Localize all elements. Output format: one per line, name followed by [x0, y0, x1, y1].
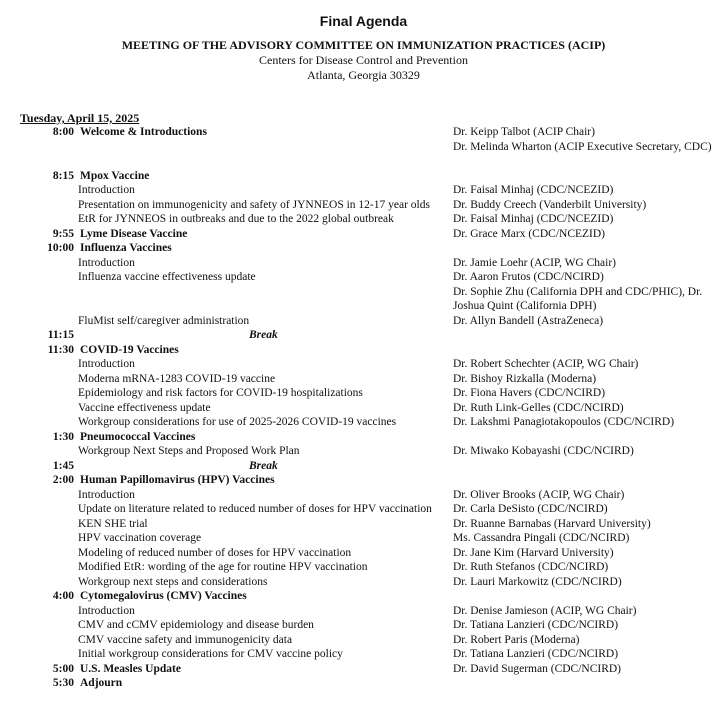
agenda-row [0, 618, 727, 633]
agenda-item: Modeling of reduced number of doses for HPV vaccination [78, 546, 352, 559]
speaker-name: Dr. Jamie Loehr (ACIP, WG Chair) [453, 256, 616, 269]
agenda-row [0, 285, 727, 300]
agenda-time: 5:00 [52, 662, 74, 675]
agenda-row [0, 662, 727, 677]
agenda-time: 2:00 [52, 474, 74, 486]
speaker-name: Dr. Fiona Havers (CDC/NCIRD) [453, 387, 606, 399]
agenda-row [0, 473, 727, 488]
agenda-row [0, 546, 727, 561]
agenda-item: Introduction [78, 358, 135, 370]
speaker-name: Dr. Oliver Brooks (ACIP, WG Chair) [453, 488, 625, 501]
session-title: Pneumococcal Vaccines [80, 430, 196, 443]
agenda-row [0, 212, 727, 227]
agenda-row [0, 647, 727, 662]
speaker-name: Dr. Bishoy Rizkalla (Moderna) [453, 372, 597, 385]
speaker-name: Joshua Quint (California DPH) [453, 300, 597, 312]
session-title: Cytomegalovirus (CMV) Vaccines [80, 590, 247, 602]
session-title: Mpox Vaccine [80, 169, 150, 182]
speaker-name: Dr. David Sugerman (CDC/NCIRD) [453, 662, 622, 675]
speaker-name: Dr. Keipp Talbot (ACIP Chair) [453, 126, 595, 138]
speaker-name: Dr. Robert Paris (Moderna) [453, 633, 580, 646]
agenda-row [0, 372, 727, 387]
speaker-name: Dr. Allyn Bandell (AstraZeneca) [453, 314, 604, 327]
agenda-row [0, 256, 727, 271]
agenda-item: Epidemiology and risk factors for COVID-19 hospitalizations [78, 387, 363, 399]
agenda-item: Introduction [78, 256, 135, 269]
speaker-name: Dr. Lakshmi Panagiotakopoulos (CDC/NCIRD) [453, 416, 675, 428]
agenda-row [0, 488, 727, 503]
break-label: Break [249, 329, 278, 341]
agenda-item: Initial workgroup considerations for CMV vaccine policy [78, 648, 343, 660]
session-title: Adjourn [80, 677, 123, 689]
speaker-name: Dr. Robert Schechter (ACIP, WG Chair) [453, 358, 639, 370]
agenda-item: Workgroup next steps and considerations [78, 575, 268, 588]
agenda-row [0, 125, 727, 140]
speaker-name: Dr. Lauri Markowitz (CDC/NCIRD) [453, 575, 622, 588]
speaker-name: Dr. Faisal Minhaj (CDC/NCEZID) [453, 184, 614, 196]
agenda-item: Vaccine effectiveness update [78, 401, 211, 414]
session-title: Lyme Disease Vaccine [80, 227, 188, 240]
agenda-time: 11:30 [47, 343, 74, 356]
agenda-row [0, 575, 727, 590]
speaker-name: Dr. Ruth Stefanos (CDC/NCIRD) [453, 561, 609, 573]
speaker-name: Dr. Denise Jamieson (ACIP, WG Chair) [453, 604, 637, 617]
session-title: Human Papillomavirus (HPV) Vaccines [80, 474, 275, 486]
agenda-row [0, 430, 727, 445]
agenda-item: Workgroup considerations for use of 2025-2026 COVID-19 vaccines [78, 416, 397, 428]
agenda-row [0, 227, 727, 242]
agenda-row [0, 502, 727, 517]
agenda-time: 11:15 [47, 329, 74, 341]
agenda-row [0, 299, 727, 314]
agenda-item: CMV and cCMV epidemiology and disease burden [78, 619, 314, 631]
break-label: Break [249, 459, 278, 472]
agenda-row [0, 314, 727, 329]
agenda-row [0, 357, 727, 372]
agenda-item: Influenza vaccine effectiveness update [78, 271, 256, 283]
agenda-row [0, 676, 727, 691]
agenda-row [0, 560, 727, 575]
session-title: Influenza Vaccines [80, 242, 172, 254]
agenda-time: 4:00 [52, 590, 74, 602]
agenda-time: 1:30 [52, 430, 74, 443]
agenda-item: FluMist self/caregiver administration [78, 314, 250, 327]
agenda-item: Introduction [78, 604, 135, 617]
agenda-item: Presentation on immunogenicity and safety of JYNNEOS in 12-17 year olds [78, 198, 430, 211]
speaker-name: Dr. Tatiana Lanzieri (CDC/NCIRD) [453, 619, 619, 631]
speaker-name: Dr. Faisal Minhaj (CDC/NCEZID) [453, 213, 614, 225]
speaker-name: Dr. Grace Marx (CDC/NCEZID) [453, 227, 606, 240]
agenda-row [0, 517, 727, 532]
agenda-item: Moderna mRNA-1283 COVID-19 vaccine [78, 372, 276, 385]
speaker-name: Dr. Ruth Link-Gelles (CDC/NCIRD) [453, 401, 624, 414]
agenda-time: 5:30 [52, 677, 74, 689]
agenda-row [0, 183, 727, 198]
speaker-name: Dr. Buddy Creech (Vanderbilt University) [453, 198, 647, 211]
agenda-row [0, 589, 727, 604]
session-title: COVID-19 Vaccines [80, 343, 179, 356]
agenda-row [0, 169, 727, 184]
agenda-row [0, 140, 727, 155]
speaker-name: Ms. Cassandra Pingali (CDC/NCIRD) [453, 532, 630, 544]
agenda-row [0, 444, 727, 459]
agenda-date: Tuesday, April 15, 2025 [20, 111, 140, 125]
agenda-row [0, 328, 727, 343]
meeting-location: Atlanta, Georgia 30329 [307, 68, 420, 82]
session-title: Welcome & Introductions [80, 126, 207, 138]
meeting-title: MEETING OF THE ADVISORY COMMITTEE ON IMMUNIZATION PRACTICES (ACIP) [121, 38, 606, 52]
agenda-item: KEN SHE trial [78, 517, 148, 530]
agenda-item: Modified EtR: wording of the age for routine HPV vaccination [78, 561, 368, 573]
speaker-name: Dr. Miwako Kobayashi (CDC/NCIRD) [453, 445, 634, 457]
speaker-name: Dr. Jane Kim (Harvard University) [453, 546, 614, 559]
agenda-row [0, 241, 727, 256]
agenda-row [0, 531, 727, 546]
organization-name: Centers for Disease Control and Prevention [259, 53, 468, 67]
agenda-row [0, 401, 727, 416]
agenda-time: 10:00 [47, 242, 74, 254]
agenda-row [0, 386, 727, 401]
agenda-time: 8:15 [52, 169, 74, 182]
agenda-item: Introduction [78, 488, 135, 501]
agenda-row [0, 270, 727, 285]
agenda-item: HPV vaccination coverage [78, 532, 202, 544]
agenda-time: 8:00 [52, 126, 74, 138]
agenda-row [0, 343, 727, 358]
speaker-name: Dr. Sophie Zhu (California DPH and CDC/PHIC), Dr. [453, 285, 703, 298]
speaker-name: Dr. Carla DeSisto (CDC/NCIRD) [453, 503, 608, 515]
agenda-item: Update on literature related to reduced number of doses for HPV vaccination [78, 503, 432, 515]
agenda-row [0, 198, 727, 213]
page-title: Final Agenda [319, 13, 408, 29]
agenda-table [0, 125, 727, 691]
agenda-item: Introduction [78, 184, 135, 196]
agenda-row [0, 415, 727, 430]
agenda-item: CMV vaccine safety and immunogenicity data [78, 633, 293, 646]
speaker-name: Dr. Ruanne Barnabas (Harvard University) [453, 517, 651, 530]
agenda-item: Workgroup Next Steps and Proposed Work Plan [78, 445, 300, 457]
speaker-name: Dr. Tatiana Lanzieri (CDC/NCIRD) [453, 648, 619, 660]
agenda-row [0, 459, 727, 474]
agenda-row [0, 633, 727, 648]
speaker-name: Dr. Aaron Frutos (CDC/NCIRD) [453, 271, 604, 283]
session-title: U.S. Measles Update [80, 662, 181, 675]
agenda-item: EtR for JYNNEOS in outbreaks and due to the 2022 global outbreak [78, 213, 394, 225]
agenda-time: 1:45 [52, 459, 74, 472]
speaker-name: Dr. Melinda Wharton (ACIP Executive Secretary, CDC) [453, 140, 712, 153]
agenda-row [0, 154, 727, 169]
agenda-time: 9:55 [52, 227, 74, 240]
agenda-row [0, 604, 727, 619]
